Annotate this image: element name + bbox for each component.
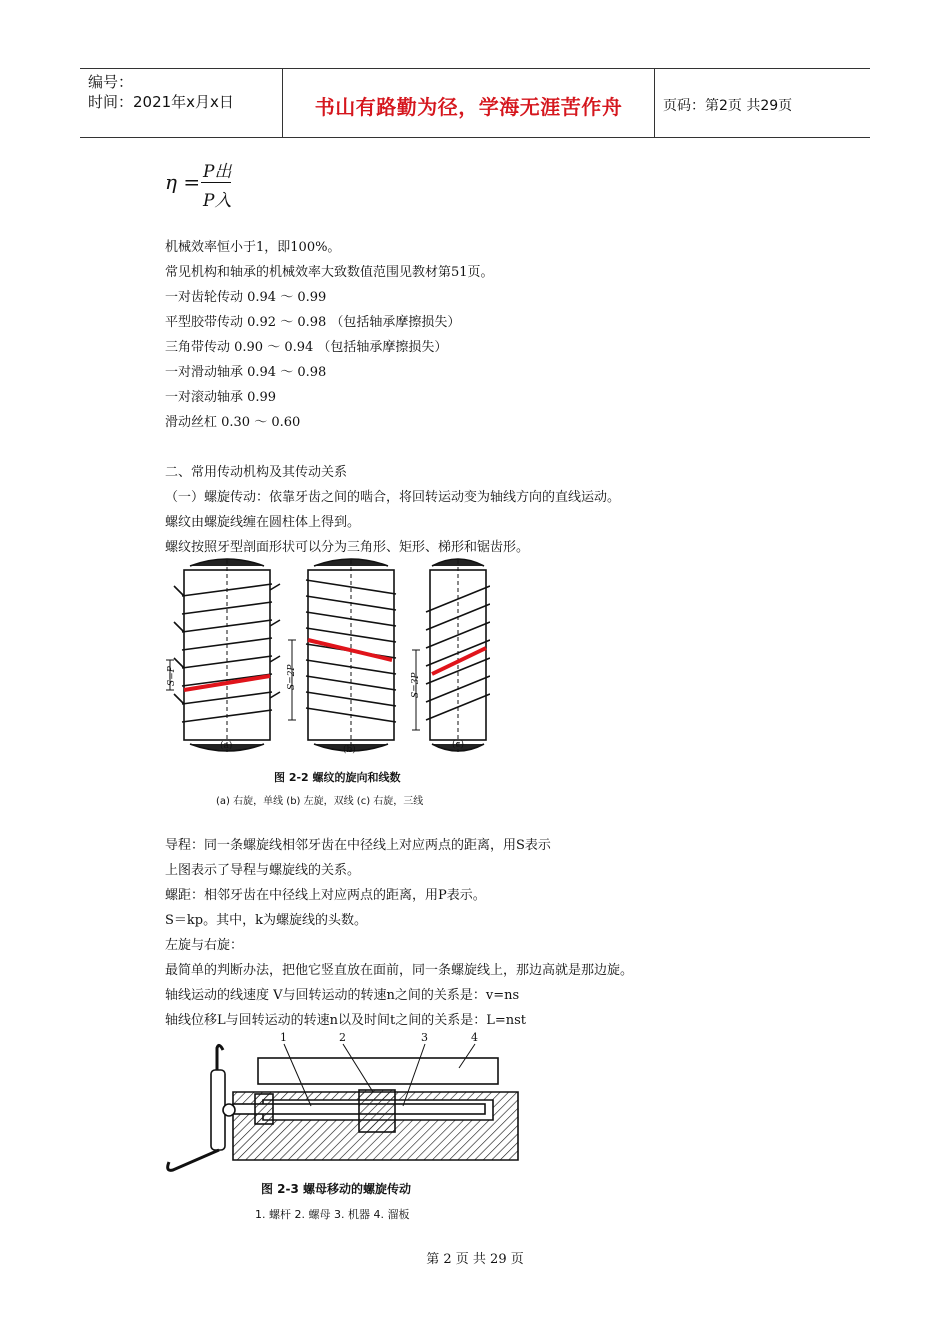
body-line: 螺距：相邻牙齿在中径线上对应两点的距离，用P表示。 (165, 888, 486, 903)
dim-label-b: S=2P (287, 664, 297, 690)
figure1-title: 图 2-2 螺纹的旋向和线数 (274, 771, 401, 784)
body-line: 轴线位移L与回转运动的转速n以及时间t之间的关系是：L=nst (165, 1013, 527, 1028)
formula-numerator: P出 (203, 162, 232, 182)
motto-text: 书山有路勤为径，学海无涯苦作舟 (314, 95, 623, 119)
header-motto-cell (283, 69, 655, 137)
section-heading: 二、常用传动机构及其传动关系 (165, 465, 348, 480)
body-line: 一对滚动轴承 0.99 (165, 390, 277, 405)
body-line: 常见机构和轴承的机械效率大致数值范围见教材第51页。 (165, 265, 494, 280)
body-line: 三角带传动 0.90 ～ 0.94 （包括轴承摩擦损失） (165, 340, 448, 355)
page-header (80, 68, 870, 138)
subfigure-label-a: (a) (220, 741, 233, 751)
formula-lhs: η = (165, 170, 201, 194)
body-line: 导程：同一条螺旋线相邻牙齿在中径线上对应两点的距离，用S表示 (165, 838, 551, 853)
slide-plate (258, 1058, 498, 1084)
body-line: S＝kp。其中，k为螺旋线的头数。 (165, 913, 367, 928)
body-line: 滑动丝杠 0.30 ～ 0.60 (165, 415, 301, 430)
code-label: 编号： (88, 73, 134, 91)
body-line: 一对滑动轴承 0.94 ～ 0.98 (165, 365, 327, 380)
formula-fraction-bar (201, 182, 231, 183)
body-line: 一对齿轮传动 0.94 ～ 0.99 (165, 290, 327, 305)
formula-denominator: P入 (203, 191, 232, 211)
thread-a-drawing (174, 559, 280, 752)
screw-drive-figure (163, 1030, 523, 1230)
subfigure-label-b: (b) (343, 745, 356, 755)
dim-label-a: S=P (167, 666, 177, 686)
page-footer: 第 2 页 共 29 页 (426, 1252, 524, 1267)
body-line: （一）螺旋传动：依靠牙齿之间的啮合，将回转运动变为轴线方向的直线运动。 (165, 490, 621, 505)
part-number-4: 4 (471, 1031, 478, 1044)
body-line: 机械效率恒小于1，即100%。 (165, 240, 341, 255)
header-meta-cell (80, 69, 283, 137)
nut-block (359, 1090, 395, 1132)
part-number-1: 1 (280, 1031, 287, 1044)
thread-b-drawing (306, 559, 396, 752)
thread-c-drawing (426, 559, 490, 752)
part-number-2: 2 (339, 1031, 346, 1044)
header-page-cell (655, 69, 870, 137)
figure1-caption: (a) 右旋，单线 (b) 左旋，双线 (c) 右旋，三线 (216, 796, 424, 807)
body-line: 螺纹按照牙型剖面形状可以分为三角形、矩形、梯形和锯齿形。 (165, 540, 530, 555)
dim-label-c: S=3P (411, 672, 421, 698)
body-line: 轴线运动的线速度 V与回转运动的转速n之间的关系是：v=ns (165, 988, 520, 1003)
body-line: 左旋与右旋： (165, 938, 244, 953)
figure2-caption: 1. 螺杆 2. 螺母 3. 机器 4. 溜板 (255, 1208, 410, 1221)
body-line: 上图表示了导程与螺旋线的关系。 (165, 863, 361, 878)
body-line: 最简单的判断办法，把他它竖直放在面前，同一条螺旋线上，那边高就是那边旋。 (165, 963, 634, 978)
efficiency-formula (165, 155, 255, 215)
time-label: 时间：2021年x月x日 (88, 93, 234, 111)
part-number-3: 3 (421, 1031, 428, 1044)
body-line: 螺纹由螺旋线缠在圆柱体上得到。 (165, 515, 361, 530)
thread-helix-figure (160, 556, 490, 816)
body-line: 平型胶带传动 0.92 ～ 0.98 （包括轴承摩擦损失） (165, 315, 461, 330)
page-label: 页码：第2页 共29页 (663, 98, 793, 114)
figure2-title: 图 2-3 螺母移动的螺旋传动 (261, 1182, 412, 1196)
subfigure-label-c: (c) (452, 740, 465, 750)
